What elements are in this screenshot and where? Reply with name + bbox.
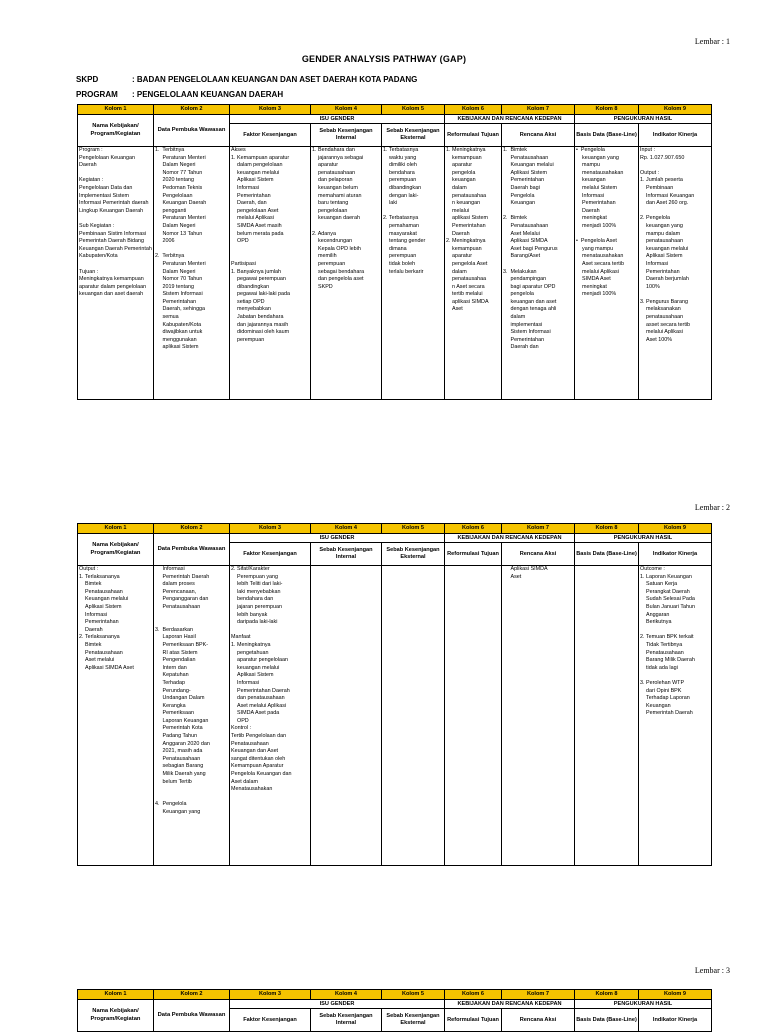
kolom-1: Kolom 1 xyxy=(78,524,154,534)
column-number-row xyxy=(78,990,712,1000)
nama-kebijakan-header: Nama Kebijakan/ Program/Kegiatan xyxy=(78,115,154,147)
kolom-1: Kolom 1 xyxy=(78,105,154,115)
pengukuran-header: PENGUKURAN HASIL xyxy=(575,1000,712,1009)
group-header-row xyxy=(78,1000,712,1009)
cell-kolom-5 xyxy=(382,566,445,866)
kolom-2: Kolom 2 xyxy=(154,105,230,115)
kolom-8: Kolom 8 xyxy=(575,990,639,1000)
program-label: PROGRAM xyxy=(76,90,118,99)
sebab-eksternal-header: Sebab Kesenjangan Eksternal xyxy=(382,124,445,147)
skpd-row xyxy=(76,75,417,84)
sebab-internal-header: Sebab Kesenjangan Internal xyxy=(311,124,382,147)
kebijakan-header: KEBIJAKAN DAN RENCANA KEDEPAN xyxy=(445,534,575,543)
reformulasi-header: Reformulasi Tujuan xyxy=(445,124,502,147)
rencana-header: Rencana Aksi xyxy=(502,543,575,566)
gap-table-3 xyxy=(77,989,712,1032)
basis-header: Basis Data (Base-Line) xyxy=(575,124,639,147)
cell-kolom-8 xyxy=(575,566,639,866)
kolom-6: Kolom 6 xyxy=(445,105,502,115)
kolom-8: Kolom 8 xyxy=(575,524,639,534)
kolom-3: Kolom 3 xyxy=(230,524,311,534)
cell-kolom-4 xyxy=(311,566,382,866)
pengukuran-header: PENGUKURAN HASIL xyxy=(575,534,712,543)
faktor-header: Faktor Kesenjangan xyxy=(230,1009,311,1032)
sebab-eksternal-header: Sebab Kesenjangan Eksternal xyxy=(382,543,445,566)
kolom-3: Kolom 3 xyxy=(230,105,311,115)
kebijakan-header: KEBIJAKAN DAN RENCANA KEDEPAN xyxy=(445,1000,575,1009)
kolom-8: Kolom 8 xyxy=(575,105,639,115)
nama-kebijakan-header: Nama Kebijakan/ Program/Kegiatan xyxy=(78,1000,154,1032)
cell-kolom-2: Informasi Pemerintah Daerah dalam proses Perencanaan, Penganggaran dan Penatausahaan 3. Berdasarkan Laporan Hasil Pemeriksaan BPK- RI atas Sistem Pengendalian Intern dan Kepatuhan Terhadap Perundang- Undangan Dalam Kerangka Pemeriksaan Laporan Keuangan Pemerintah Kota Padang Tahun Anggaran 2020 dan 2021, masih ada Penatausahaan sebagian Barang Milik Daerah yang belum Tertib 4. Pengelola Keuangan yang xyxy=(154,566,230,866)
data-pembuka-header: Data Pembuka Wawasan xyxy=(154,1000,230,1032)
data-pembuka-header: Data Pembuka Wawasan xyxy=(154,534,230,566)
kolom-9: Kolom 9 xyxy=(639,524,712,534)
indikator-header: Indikator Kinerja xyxy=(639,124,712,147)
group-header-row xyxy=(78,534,712,543)
rencana-header: Rencana Aksi xyxy=(502,124,575,147)
kebijakan-header: KEBIJAKAN DAN RENCANA KEDEPAN xyxy=(445,115,575,124)
kolom-2: Kolom 2 xyxy=(154,524,230,534)
sebab-eksternal-header: Sebab Kesenjangan Eksternal xyxy=(382,1009,445,1032)
kolom-1: Kolom 1 xyxy=(78,990,154,1000)
faktor-header: Faktor Kesenjangan xyxy=(230,543,311,566)
isu-gender-header: ISU GENDER xyxy=(230,534,445,543)
cell-kolom-2: 1. Terbitnya Peraturan Menteri Dalam Negeri Nomor 77 Tahun 2020 tentang Pedoman Teknis Pengelolaan Keuangan Daerah pengganti Peraturan Menteri Dalam Negeri Nomor 13 Tahun 2006 2. Terbitnya Peraturan Menteri Dalam Negeri Nomor 70 Tahun 2019 tentang Sistem Informasi Pemerintahan Daerah, sehingga semua Kabupaten/Kota diwajibkan untuk menggunakan aplikasi Sistem xyxy=(154,147,230,400)
kolom-5: Kolom 5 xyxy=(382,105,445,115)
kolom-7: Kolom 7 xyxy=(502,524,575,534)
kolom-7: Kolom 7 xyxy=(502,105,575,115)
kolom-6: Kolom 6 xyxy=(445,524,502,534)
cell-kolom-4: 1. Bendahara dan jajarannya sebagai aparatur penatausahaan dan pelaporan keuangan belum memahami aturan baru tentang pengelolaan keuangan daerah 2. Adanya kecendrungan Kepala OPD lebih memilih perempuan sebagai bendahara dan pengelola aset SKPD xyxy=(311,147,382,400)
kolom-5: Kolom 5 xyxy=(382,990,445,1000)
kolom-4: Kolom 4 xyxy=(311,990,382,1000)
program-row xyxy=(76,90,283,99)
cell-kolom-3: Akses 1. Kemampuan aparatur dalam pengelolaan keuangan melalui Aplikasi Sistem Informasi Pemerintahan Daerah, dan pengelolaan Aset melalui Aplikasi SIMDA Aset masih belum merata pada OPD Partisipasi 1. Banyaknya jumlah pegawai perempuan dibandingkan pegawai laki-laki pada setiap OPD menyebabkan Jabatan bendahara dan jajarannya masih didominasi oleh kaum perempuan xyxy=(230,147,311,400)
rencana-header: Rencana Aksi xyxy=(502,1009,575,1032)
pengukuran-header: PENGUKURAN HASIL xyxy=(575,115,712,124)
cell-kolom-7: 1. Bimtek Penatausahaan Keuangan melalui Aplikasi Sistem Pemerintahan Daerah bagi Pengelola Keuangan 2. Bimtek Penatausahaan Aset Melalui Aplikasi SIMDA Aset bagi Pengurus Barang/Aset 3. Melakukan pendampingan bagi aparatur OPD pengelola keuangan dan aset dengan tenaga ahli dalam implementasi Sistem Informasi Pemerintahan Daerah dan xyxy=(502,147,575,400)
cell-kolom-1: Output : 1. Terlaksananya Bimtek Penatausahaan Keuangan melalui Aplikasi Sistem Informasi Pemerintahan Daerah 2. Terlaksananya Bimtek Penatausahaan Aset melalui Aplikasi SIMDA Aset xyxy=(78,566,154,866)
skpd-label: SKPD xyxy=(76,75,99,84)
faktor-header: Faktor Kesenjangan xyxy=(230,124,311,147)
basis-header: Basis Data (Base-Line) xyxy=(575,1009,639,1032)
kolom-9: Kolom 9 xyxy=(639,990,712,1000)
nama-kebijakan-header: Nama Kebijakan/ Program/Kegiatan xyxy=(78,534,154,566)
column-number-row xyxy=(78,105,712,115)
isu-gender-header: ISU GENDER xyxy=(230,1000,445,1009)
kolom-2: Kolom 2 xyxy=(154,990,230,1000)
document-title: GENDER ANALYSIS PATHWAY (GAP) xyxy=(301,54,467,64)
cell-kolom-8: • Pengelola keuangan yang mampu menatausahakan keuangan melalui Sistem Informasi Pemerintahan Daerah meningkat menjadi 100% • Pengelola Aset yang mampu menatausahakan Aset secara tertib melalui Aplikasi SIMDA Aset meningkat menjadi 100% xyxy=(575,147,639,400)
program-value: : PENGELOLAAN KEUANGAN DAERAH xyxy=(132,90,284,99)
indikator-header: Indikator Kinerja xyxy=(639,1009,712,1032)
kolom-5: Kolom 5 xyxy=(382,524,445,534)
page-number-1: Lembar : 1 xyxy=(694,37,730,46)
cell-kolom-3: 2. Sifat/Karakter Perempuan yang lebih Teliti dari laki- laki menyebabkan bendahara dan jajaran perempuan lebih banyak daripada laki-laki Manfaat 1. Meningkatnya pengetahuan aparatur pengelolaan keuangan melalui Aplikasi Sistem Informasi Pemerintahan Daerah dan penatausahaan Aset melalui Aplikasi SIMDA Aset pada OPD Kontrol : Tertib Pengelolaan dan Penatausahaan Keuangan dan Aset sangat ditentukan oleh Kemampuan Aparatur Pengelola Keuangan dan Aset dalam Menatausahakan xyxy=(230,566,311,866)
kolom-6: Kolom 6 xyxy=(445,990,502,1000)
data-pembuka-header: Data Pembuka Wawasan xyxy=(154,115,230,147)
reformulasi-header: Reformulasi Tujuan xyxy=(445,1009,502,1032)
kolom-3: Kolom 3 xyxy=(230,990,311,1000)
cell-kolom-6 xyxy=(445,566,502,866)
table-row xyxy=(78,566,712,866)
kolom-4: Kolom 4 xyxy=(311,524,382,534)
basis-header: Basis Data (Base-Line) xyxy=(575,543,639,566)
kolom-4: Kolom 4 xyxy=(311,105,382,115)
reformulasi-header: Reformulasi Tujuan xyxy=(445,543,502,566)
group-header-row xyxy=(78,115,712,124)
kolom-7: Kolom 7 xyxy=(502,990,575,1000)
kolom-9: Kolom 9 xyxy=(639,105,712,115)
sebab-internal-header: Sebab Kesenjangan Internal xyxy=(311,1009,382,1032)
column-number-row xyxy=(78,524,712,534)
gap-table-1 xyxy=(77,104,712,400)
table-row xyxy=(78,147,712,400)
indikator-header: Indikator Kinerja xyxy=(639,543,712,566)
sebab-internal-header: Sebab Kesenjangan Internal xyxy=(311,543,382,566)
cell-kolom-9: Outcome : 1. Laporan Keuangan Satuan Kerja Perangkat Daerah Sudah Selesai Pada Bulan Januari Tahun Anggaran Berikutnya 2. Temuan BPK terkait Tidak Tertibnya Penatausahaan Barang Milik Daerah tidak ada lagi 3. Perolehan WTP dari Opini BPK Terhadap Laporan Keuangan Pemerintah Daerah xyxy=(639,566,712,866)
cell-kolom-9: Input : Rp. 1.027.907.650 Output : 1. Jumlah peserta Pembinaan Informasi Keuangan dan Aset 260 org. 2. Pengelola keuangan yang mampu dalam penatausahaan keuangan melalui Aplikasi Sistem Informasi Pemerintahan Daerah berjumlah 100% 3. Pengurus Barang melaksanakan penatausahaan asset secara tertib melalui Aplikasi Aset 100% xyxy=(639,147,712,400)
page-number-2: Lembar : 2 xyxy=(694,503,730,512)
cell-kolom-1: Program : Pengelolaan Keuangan Daerah Kegiatan : Pengelolaan Data dan Implementasi Sistem Informasi Pemerintah daerah Lingkup Keuangan Daerah Sub Kegiatan : Pembinaan Sistim Informasi Pemerintah Daerah Bidang Keuangan Daerah Pemerintah Kabupaten/Kota Tujuan : Meningkatnya kemampuan aparatur dalam pengelolaan keuangan dan aset daerah xyxy=(78,147,154,400)
cell-kolom-7: Aplikasi SIMDA Aset xyxy=(502,566,575,866)
skpd-value: : BADAN PENGELOLAAN KEUANGAN DAN ASET DAERAH KOTA PADANG xyxy=(132,75,418,84)
isu-gender-header: ISU GENDER xyxy=(230,115,445,124)
cell-kolom-5: 1. Terbatasnya waktu yang dimiliki oleh bendahara perempuan dibandingkan dengan laki- laki 2. Terbatasnya pemahaman masyarakat tentang gender dimana perempuan tidak boleh terlalu berkarir xyxy=(382,147,445,400)
cell-kolom-6: 1. Meningkatnya kemampuan aparatur pengelola keuangan dalam penatausahaa n keuangan melalui aplikasi Sistem Pemerintahan Daerah 2. Meningkatnya kemampuan aparatur pengelola Aset dalam penatausahaa n Aset secara tertib melalui aplikasi SIMDA Aset xyxy=(445,147,502,400)
gap-table-2 xyxy=(77,523,712,866)
page-number-3: Lembar : 3 xyxy=(694,966,730,975)
